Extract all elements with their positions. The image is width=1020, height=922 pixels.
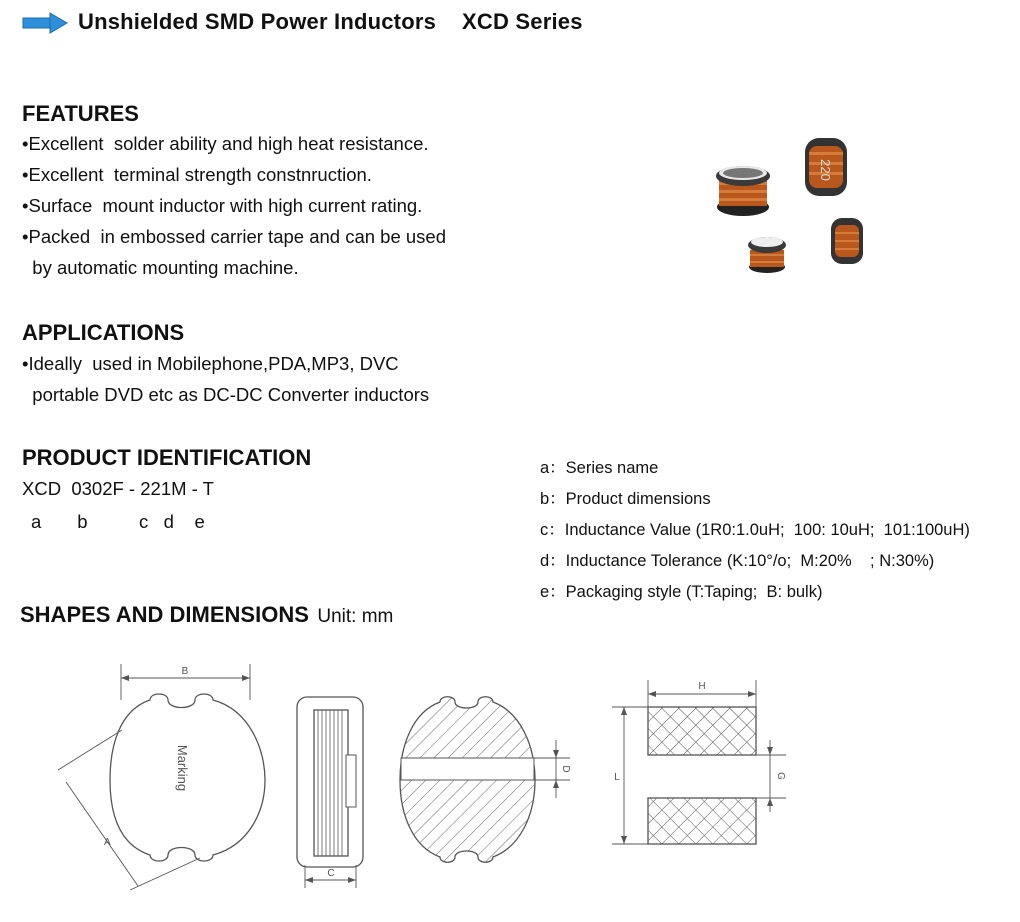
inductor-upright-2 — [831, 218, 863, 264]
title-text: Unshielded SMD Power Inductors — [78, 9, 437, 34]
inductor-drum-1 — [716, 166, 770, 216]
marking-label: Marking — [175, 744, 190, 792]
application-item: portable DVD etc as DC-DC Converter inductors — [22, 384, 430, 405]
dim-label-l: L — [614, 772, 620, 783]
product-photo — [705, 132, 885, 282]
dimensions-heading-row — [20, 602, 393, 628]
side-view-drawing — [297, 697, 363, 888]
inductor-drum-2 — [748, 237, 786, 273]
definition-d: d：Inductance Tolerance (K:10°/o; M:20% ; N:30%) — [540, 552, 935, 570]
applications-list — [22, 348, 429, 410]
definition-a: a：Series name — [540, 459, 659, 477]
definition-c: c：Inductance Value (1R0:1.0uH; 100: 10uH; 101:100uH) — [540, 521, 970, 539]
dimension-drawings — [0, 640, 1020, 922]
dim-label-b: B — [181, 666, 189, 677]
dim-label-h: H — [698, 681, 706, 692]
coil-section-drawing — [612, 680, 786, 844]
definition-b: b：Product dimensions — [540, 490, 711, 508]
features-heading: FEATURES — [22, 101, 139, 126]
dim-label-c: C — [327, 868, 335, 879]
photo-marking: 220 — [818, 159, 833, 181]
features-list — [22, 128, 446, 283]
identification-definitions — [540, 454, 970, 609]
feature-item: •Surface mount inductor with high current rating. — [22, 195, 423, 216]
cross-section-drawing — [400, 697, 570, 863]
part-number-code: XCD 0302F - 221M - T — [22, 478, 214, 499]
application-item: •Ideally used in Mobilephone,PDA,MP3, DVC — [22, 353, 399, 374]
feature-item: •Excellent terminal strength constnruction. — [22, 164, 372, 185]
feature-item: •Packed in embossed carrier tape and can be used — [22, 226, 447, 247]
unit-label: Unit: mm — [317, 606, 394, 627]
top-view-drawing — [58, 664, 265, 890]
dim-label-d: D — [560, 765, 571, 773]
identification-heading: PRODUCT IDENTIFICATION — [22, 445, 312, 470]
arrow-right-icon — [22, 12, 68, 34]
dim-label-g: G — [775, 772, 786, 780]
dimensions-heading: SHAPES AND DIMENSIONS — [20, 602, 309, 627]
series-name: XCD Series — [462, 9, 583, 34]
part-number-letters: a b c d e — [31, 511, 205, 532]
definition-e: e：Packaging style (T:Taping; B: bulk) — [540, 583, 823, 601]
feature-item: •Excellent solder ability and high heat resistance. — [22, 133, 429, 154]
feature-item: by automatic mounting machine. — [22, 257, 299, 278]
page-title — [78, 9, 583, 35]
dim-label-a: A — [104, 837, 111, 848]
inductor-upright-1 — [805, 138, 847, 196]
applications-heading: APPLICATIONS — [22, 320, 185, 345]
